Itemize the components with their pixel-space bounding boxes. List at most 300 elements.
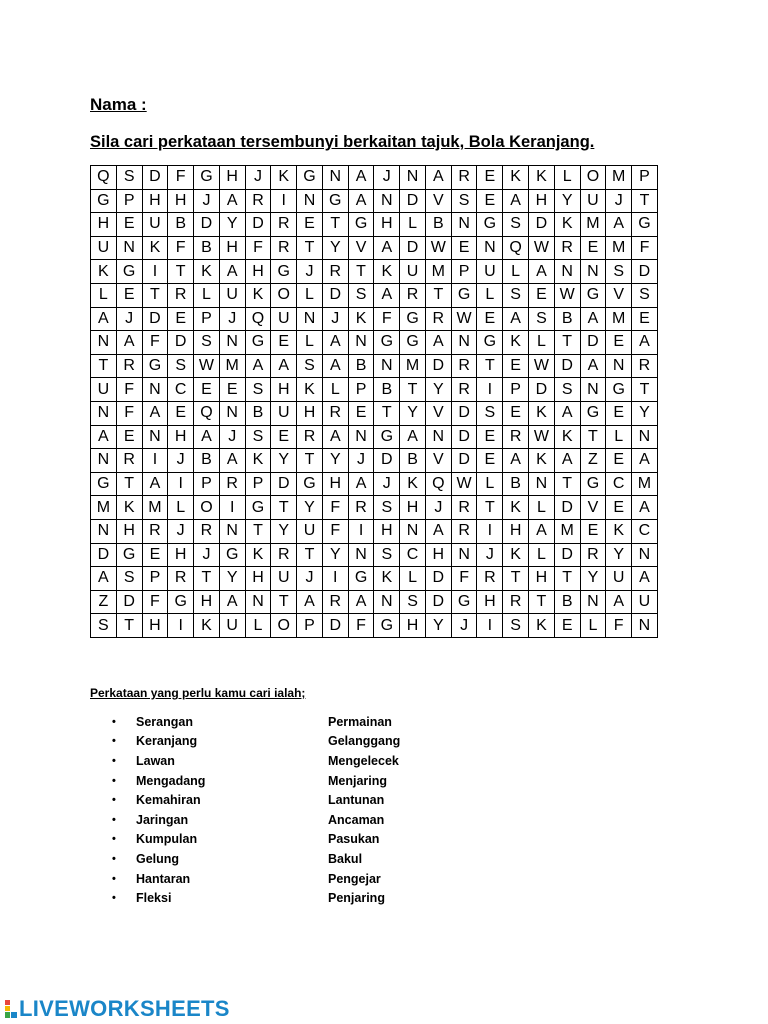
grid-cell[interactable]: F xyxy=(322,519,348,543)
grid-cell[interactable]: D xyxy=(529,213,555,237)
grid-cell[interactable]: Y xyxy=(580,567,606,591)
grid-cell[interactable]: B xyxy=(194,236,220,260)
grid-cell[interactable]: G xyxy=(219,543,245,567)
grid-cell[interactable]: N xyxy=(374,189,400,213)
grid-cell[interactable]: S xyxy=(451,189,477,213)
grid-cell[interactable]: R xyxy=(297,425,323,449)
grid-cell[interactable]: Y xyxy=(322,449,348,473)
grid-cell[interactable]: A xyxy=(374,283,400,307)
grid-cell[interactable]: Q xyxy=(425,472,451,496)
grid-cell[interactable]: G xyxy=(116,543,142,567)
grid-cell[interactable]: E xyxy=(580,236,606,260)
grid-cell[interactable]: D xyxy=(425,354,451,378)
grid-cell[interactable]: D xyxy=(580,331,606,355)
grid-cell[interactable]: H xyxy=(219,166,245,190)
grid-cell[interactable]: M xyxy=(142,496,168,520)
grid-cell[interactable]: T xyxy=(632,189,658,213)
grid-cell[interactable]: G xyxy=(580,472,606,496)
grid-cell[interactable]: L xyxy=(477,472,503,496)
grid-cell[interactable]: E xyxy=(554,614,580,638)
grid-cell[interactable]: G xyxy=(271,260,297,284)
grid-cell[interactable]: G xyxy=(477,331,503,355)
grid-cell[interactable]: Y xyxy=(632,401,658,425)
grid-cell[interactable]: L xyxy=(297,283,323,307)
grid-cell[interactable]: D xyxy=(91,543,117,567)
grid-cell[interactable]: E xyxy=(529,283,555,307)
grid-cell[interactable]: U xyxy=(606,567,632,591)
grid-cell[interactable]: E xyxy=(451,236,477,260)
grid-cell[interactable]: K xyxy=(503,496,529,520)
grid-cell[interactable]: P xyxy=(245,472,271,496)
grid-cell[interactable]: U xyxy=(271,401,297,425)
grid-cell[interactable]: I xyxy=(219,496,245,520)
grid-cell[interactable]: A xyxy=(297,590,323,614)
grid-cell[interactable]: T xyxy=(425,283,451,307)
grid-cell[interactable]: A xyxy=(503,307,529,331)
grid-cell[interactable]: E xyxy=(271,331,297,355)
grid-cell[interactable]: D xyxy=(168,331,194,355)
grid-cell[interactable]: R xyxy=(271,543,297,567)
grid-cell[interactable]: R xyxy=(322,260,348,284)
grid-cell[interactable]: I xyxy=(322,567,348,591)
grid-cell[interactable]: O xyxy=(194,496,220,520)
grid-cell[interactable]: T xyxy=(116,472,142,496)
grid-cell[interactable]: N xyxy=(451,543,477,567)
grid-cell[interactable]: T xyxy=(297,236,323,260)
grid-cell[interactable]: L xyxy=(529,496,555,520)
grid-cell[interactable]: Y xyxy=(322,543,348,567)
grid-cell[interactable]: J xyxy=(245,166,271,190)
grid-cell[interactable]: J xyxy=(348,449,374,473)
grid-cell[interactable]: S xyxy=(91,614,117,638)
grid-cell[interactable]: P xyxy=(348,378,374,402)
grid-cell[interactable]: G xyxy=(194,166,220,190)
grid-cell[interactable]: A xyxy=(348,166,374,190)
grid-cell[interactable]: A xyxy=(271,354,297,378)
grid-cell[interactable]: E xyxy=(348,401,374,425)
grid-cell[interactable]: R xyxy=(168,283,194,307)
grid-cell[interactable]: E xyxy=(168,307,194,331)
grid-cell[interactable]: N xyxy=(91,519,117,543)
grid-cell[interactable]: D xyxy=(194,213,220,237)
grid-cell[interactable]: N xyxy=(219,519,245,543)
grid-cell[interactable]: M xyxy=(400,354,426,378)
grid-cell[interactable]: H xyxy=(374,519,400,543)
grid-cell[interactable]: H xyxy=(194,590,220,614)
grid-cell[interactable]: A xyxy=(322,354,348,378)
grid-cell[interactable]: U xyxy=(580,189,606,213)
grid-cell[interactable]: M xyxy=(425,260,451,284)
grid-cell[interactable]: J xyxy=(374,472,400,496)
grid-cell[interactable]: K xyxy=(529,166,555,190)
grid-cell[interactable]: Y xyxy=(297,496,323,520)
grid-cell[interactable]: T xyxy=(400,378,426,402)
grid-cell[interactable]: R xyxy=(271,236,297,260)
grid-cell[interactable]: A xyxy=(91,307,117,331)
liveworksheets-logo[interactable] xyxy=(4,996,230,1022)
grid-cell[interactable]: L xyxy=(554,166,580,190)
grid-cell[interactable]: E xyxy=(477,425,503,449)
grid-cell[interactable]: W xyxy=(529,354,555,378)
grid-cell[interactable]: F xyxy=(322,496,348,520)
grid-cell[interactable]: D xyxy=(425,590,451,614)
grid-cell[interactable]: T xyxy=(194,567,220,591)
grid-cell[interactable]: A xyxy=(606,213,632,237)
grid-cell[interactable]: G xyxy=(116,260,142,284)
grid-cell[interactable]: R xyxy=(116,354,142,378)
grid-cell[interactable]: U xyxy=(91,378,117,402)
grid-cell[interactable]: W xyxy=(529,236,555,260)
grid-cell[interactable]: L xyxy=(580,614,606,638)
grid-cell[interactable]: F xyxy=(451,567,477,591)
grid-cell[interactable]: E xyxy=(606,401,632,425)
grid-cell[interactable]: S xyxy=(400,590,426,614)
grid-cell[interactable]: M xyxy=(606,166,632,190)
grid-cell[interactable]: O xyxy=(271,614,297,638)
grid-cell[interactable]: A xyxy=(529,519,555,543)
grid-cell[interactable]: G xyxy=(374,331,400,355)
grid-cell[interactable]: Z xyxy=(580,449,606,473)
grid-cell[interactable]: E xyxy=(116,425,142,449)
grid-cell[interactable]: T xyxy=(477,354,503,378)
grid-cell[interactable]: N xyxy=(348,425,374,449)
grid-cell[interactable]: T xyxy=(632,378,658,402)
grid-cell[interactable]: F xyxy=(142,590,168,614)
grid-cell[interactable]: G xyxy=(297,472,323,496)
grid-cell[interactable]: D xyxy=(632,260,658,284)
grid-cell[interactable]: K xyxy=(503,331,529,355)
grid-cell[interactable]: S xyxy=(606,260,632,284)
grid-cell[interactable]: N xyxy=(632,614,658,638)
grid-cell[interactable]: D xyxy=(142,166,168,190)
grid-cell[interactable]: N xyxy=(219,401,245,425)
grid-cell[interactable]: K xyxy=(271,166,297,190)
grid-cell[interactable]: N xyxy=(91,449,117,473)
grid-cell[interactable]: K xyxy=(400,472,426,496)
grid-cell[interactable]: K xyxy=(91,260,117,284)
grid-cell[interactable]: G xyxy=(142,354,168,378)
grid-cell[interactable]: Y xyxy=(606,543,632,567)
grid-cell[interactable]: G xyxy=(245,496,271,520)
grid-cell[interactable]: T xyxy=(322,213,348,237)
grid-cell[interactable]: N xyxy=(219,331,245,355)
grid-cell[interactable]: D xyxy=(554,543,580,567)
grid-cell[interactable]: S xyxy=(194,331,220,355)
grid-cell[interactable]: E xyxy=(606,331,632,355)
grid-cell[interactable]: C xyxy=(400,543,426,567)
grid-cell[interactable]: E xyxy=(606,449,632,473)
grid-cell[interactable]: T xyxy=(580,425,606,449)
grid-cell[interactable]: T xyxy=(168,260,194,284)
grid-cell[interactable]: R xyxy=(451,354,477,378)
grid-cell[interactable]: N xyxy=(297,307,323,331)
grid-cell[interactable]: Y xyxy=(271,519,297,543)
grid-cell[interactable]: A xyxy=(194,425,220,449)
grid-cell[interactable]: T xyxy=(503,567,529,591)
grid-cell[interactable]: U xyxy=(142,213,168,237)
grid-cell[interactable]: D xyxy=(245,213,271,237)
grid-cell[interactable]: L xyxy=(297,331,323,355)
grid-cell[interactable]: B xyxy=(245,401,271,425)
grid-cell[interactable]: K xyxy=(297,378,323,402)
grid-cell[interactable]: S xyxy=(116,166,142,190)
grid-cell[interactable]: S xyxy=(245,378,271,402)
grid-cell[interactable]: G xyxy=(632,213,658,237)
grid-cell[interactable]: G xyxy=(400,307,426,331)
grid-cell[interactable]: J xyxy=(425,496,451,520)
grid-cell[interactable]: V xyxy=(580,496,606,520)
grid-cell[interactable]: H xyxy=(116,519,142,543)
grid-cell[interactable]: K xyxy=(503,166,529,190)
grid-cell[interactable]: N xyxy=(580,590,606,614)
grid-cell[interactable]: N xyxy=(451,331,477,355)
grid-cell[interactable]: G xyxy=(400,331,426,355)
grid-cell[interactable]: D xyxy=(322,283,348,307)
grid-cell[interactable]: P xyxy=(194,472,220,496)
grid-cell[interactable]: L xyxy=(477,283,503,307)
grid-cell[interactable]: K xyxy=(529,449,555,473)
grid-cell[interactable]: M xyxy=(606,307,632,331)
grid-cell[interactable]: L xyxy=(322,378,348,402)
grid-cell[interactable]: V xyxy=(348,236,374,260)
grid-cell[interactable]: K xyxy=(529,614,555,638)
grid-cell[interactable]: P xyxy=(142,567,168,591)
grid-cell[interactable]: Y xyxy=(322,236,348,260)
grid-cell[interactable]: I xyxy=(168,614,194,638)
grid-cell[interactable]: H xyxy=(168,425,194,449)
grid-cell[interactable]: R xyxy=(503,425,529,449)
grid-cell[interactable]: N xyxy=(297,189,323,213)
grid-cell[interactable]: I xyxy=(142,449,168,473)
grid-cell[interactable]: A xyxy=(245,354,271,378)
grid-cell[interactable]: K xyxy=(245,449,271,473)
grid-cell[interactable]: Y xyxy=(425,378,451,402)
grid-cell[interactable]: F xyxy=(142,331,168,355)
grid-cell[interactable]: N xyxy=(400,166,426,190)
grid-cell[interactable]: J xyxy=(374,166,400,190)
grid-cell[interactable]: F xyxy=(374,307,400,331)
grid-cell[interactable]: S xyxy=(168,354,194,378)
grid-cell[interactable]: A xyxy=(554,449,580,473)
grid-cell[interactable]: Q xyxy=(503,236,529,260)
grid-cell[interactable]: J xyxy=(168,519,194,543)
grid-cell[interactable]: Y xyxy=(554,189,580,213)
grid-cell[interactable]: R xyxy=(194,519,220,543)
grid-cell[interactable]: J xyxy=(606,189,632,213)
grid-cell[interactable]: N xyxy=(91,331,117,355)
grid-cell[interactable]: K xyxy=(374,260,400,284)
grid-cell[interactable]: E xyxy=(194,378,220,402)
grid-cell[interactable]: J xyxy=(168,449,194,473)
grid-cell[interactable]: A xyxy=(219,590,245,614)
grid-cell[interactable]: B xyxy=(400,449,426,473)
grid-cell[interactable]: H xyxy=(142,189,168,213)
grid-cell[interactable]: Y xyxy=(271,449,297,473)
grid-cell[interactable]: A xyxy=(554,401,580,425)
grid-cell[interactable]: L xyxy=(606,425,632,449)
grid-cell[interactable]: N xyxy=(580,260,606,284)
grid-cell[interactable]: J xyxy=(322,307,348,331)
grid-cell[interactable]: A xyxy=(632,496,658,520)
grid-cell[interactable]: N xyxy=(451,213,477,237)
grid-cell[interactable]: A xyxy=(606,590,632,614)
grid-cell[interactable]: T xyxy=(529,590,555,614)
grid-cell[interactable]: T xyxy=(116,614,142,638)
grid-cell[interactable]: A xyxy=(529,260,555,284)
grid-cell[interactable]: E xyxy=(142,543,168,567)
grid-cell[interactable]: A xyxy=(348,472,374,496)
grid-cell[interactable]: S xyxy=(348,283,374,307)
grid-cell[interactable]: G xyxy=(348,567,374,591)
grid-cell[interactable]: T xyxy=(374,401,400,425)
grid-cell[interactable]: A xyxy=(425,331,451,355)
grid-cell[interactable]: T xyxy=(297,449,323,473)
grid-cell[interactable]: M xyxy=(554,519,580,543)
grid-cell[interactable]: J xyxy=(194,543,220,567)
grid-cell[interactable]: B xyxy=(168,213,194,237)
grid-cell[interactable]: A xyxy=(142,401,168,425)
grid-cell[interactable]: D xyxy=(425,567,451,591)
grid-cell[interactable]: G xyxy=(297,166,323,190)
grid-cell[interactable]: O xyxy=(580,166,606,190)
grid-cell[interactable]: A xyxy=(374,236,400,260)
grid-cell[interactable]: R xyxy=(632,354,658,378)
grid-cell[interactable]: A xyxy=(219,189,245,213)
grid-cell[interactable]: D xyxy=(400,189,426,213)
grid-cell[interactable]: K xyxy=(554,213,580,237)
grid-cell[interactable]: A xyxy=(91,425,117,449)
grid-cell[interactable]: T xyxy=(554,331,580,355)
grid-cell[interactable]: J xyxy=(194,189,220,213)
grid-cell[interactable]: U xyxy=(632,590,658,614)
grid-cell[interactable]: G xyxy=(374,614,400,638)
grid-cell[interactable]: G xyxy=(91,189,117,213)
grid-cell[interactable]: T xyxy=(271,496,297,520)
grid-cell[interactable]: R xyxy=(503,590,529,614)
grid-cell[interactable]: C xyxy=(632,519,658,543)
grid-cell[interactable]: S xyxy=(632,283,658,307)
grid-cell[interactable]: W xyxy=(529,425,555,449)
grid-cell[interactable]: Y xyxy=(425,614,451,638)
grid-cell[interactable]: I xyxy=(477,519,503,543)
grid-cell[interactable]: U xyxy=(477,260,503,284)
grid-cell[interactable]: R xyxy=(451,519,477,543)
grid-cell[interactable]: E xyxy=(271,425,297,449)
grid-cell[interactable]: A xyxy=(322,331,348,355)
grid-cell[interactable]: O xyxy=(271,283,297,307)
grid-cell[interactable]: W xyxy=(451,472,477,496)
grid-cell[interactable]: A xyxy=(322,425,348,449)
grid-cell[interactable]: A xyxy=(400,425,426,449)
grid-cell[interactable]: N xyxy=(606,354,632,378)
grid-cell[interactable]: H xyxy=(503,519,529,543)
grid-cell[interactable]: N xyxy=(425,425,451,449)
grid-cell[interactable]: B xyxy=(554,307,580,331)
grid-cell[interactable]: Q xyxy=(194,401,220,425)
grid-cell[interactable]: S xyxy=(503,614,529,638)
grid-cell[interactable]: A xyxy=(425,519,451,543)
grid-cell[interactable]: F xyxy=(168,166,194,190)
grid-cell[interactable]: N xyxy=(529,472,555,496)
grid-cell[interactable]: J xyxy=(219,307,245,331)
grid-cell[interactable]: S xyxy=(116,567,142,591)
grid-cell[interactable]: I xyxy=(477,378,503,402)
grid-cell[interactable]: P xyxy=(194,307,220,331)
grid-cell[interactable]: G xyxy=(451,283,477,307)
grid-cell[interactable]: L xyxy=(529,331,555,355)
grid-cell[interactable]: K xyxy=(245,543,271,567)
grid-cell[interactable]: J xyxy=(451,614,477,638)
grid-cell[interactable]: H xyxy=(477,590,503,614)
grid-cell[interactable]: K xyxy=(142,236,168,260)
grid-cell[interactable]: A xyxy=(425,166,451,190)
grid-cell[interactable]: Q xyxy=(245,307,271,331)
grid-cell[interactable]: K xyxy=(194,260,220,284)
grid-cell[interactable]: G xyxy=(477,213,503,237)
grid-cell[interactable]: S xyxy=(529,307,555,331)
grid-cell[interactable]: R xyxy=(245,189,271,213)
grid-cell[interactable]: J xyxy=(116,307,142,331)
grid-cell[interactable]: K xyxy=(606,519,632,543)
grid-cell[interactable]: Z xyxy=(91,590,117,614)
grid-cell[interactable]: E xyxy=(580,519,606,543)
grid-cell[interactable]: D xyxy=(451,449,477,473)
grid-cell[interactable]: H xyxy=(529,567,555,591)
grid-cell[interactable]: M xyxy=(632,472,658,496)
grid-cell[interactable]: N xyxy=(580,378,606,402)
grid-cell[interactable]: T xyxy=(554,567,580,591)
grid-cell[interactable]: E xyxy=(477,449,503,473)
grid-cell[interactable]: E xyxy=(477,166,503,190)
grid-cell[interactable]: V xyxy=(425,449,451,473)
grid-cell[interactable]: B xyxy=(554,590,580,614)
grid-cell[interactable]: A xyxy=(91,567,117,591)
grid-cell[interactable]: T xyxy=(142,283,168,307)
grid-cell[interactable]: T xyxy=(271,590,297,614)
grid-cell[interactable]: H xyxy=(529,189,555,213)
grid-cell[interactable]: U xyxy=(400,260,426,284)
grid-cell[interactable]: A xyxy=(580,307,606,331)
grid-cell[interactable]: P xyxy=(451,260,477,284)
grid-cell[interactable]: R xyxy=(451,378,477,402)
grid-cell[interactable]: L xyxy=(400,213,426,237)
grid-cell[interactable]: B xyxy=(348,354,374,378)
grid-cell[interactable]: H xyxy=(297,401,323,425)
grid-cell[interactable]: S xyxy=(503,283,529,307)
grid-cell[interactable]: H xyxy=(374,213,400,237)
grid-cell[interactable]: C xyxy=(168,378,194,402)
grid-cell[interactable]: A xyxy=(348,590,374,614)
grid-cell[interactable]: D xyxy=(374,449,400,473)
grid-cell[interactable]: N xyxy=(322,166,348,190)
grid-cell[interactable]: Y xyxy=(219,567,245,591)
grid-cell[interactable]: L xyxy=(503,260,529,284)
grid-cell[interactable]: H xyxy=(271,378,297,402)
grid-cell[interactable]: S xyxy=(477,401,503,425)
grid-cell[interactable]: H xyxy=(168,543,194,567)
grid-cell[interactable]: K xyxy=(529,401,555,425)
grid-cell[interactable]: Y xyxy=(219,213,245,237)
grid-cell[interactable]: P xyxy=(297,614,323,638)
grid-cell[interactable]: A xyxy=(632,449,658,473)
grid-cell[interactable]: T xyxy=(297,543,323,567)
grid-cell[interactable]: L xyxy=(529,543,555,567)
grid-cell[interactable]: A xyxy=(116,331,142,355)
grid-cell[interactable]: D xyxy=(554,496,580,520)
grid-cell[interactable]: D xyxy=(271,472,297,496)
grid-cell[interactable]: H xyxy=(245,567,271,591)
grid-cell[interactable]: N xyxy=(348,543,374,567)
